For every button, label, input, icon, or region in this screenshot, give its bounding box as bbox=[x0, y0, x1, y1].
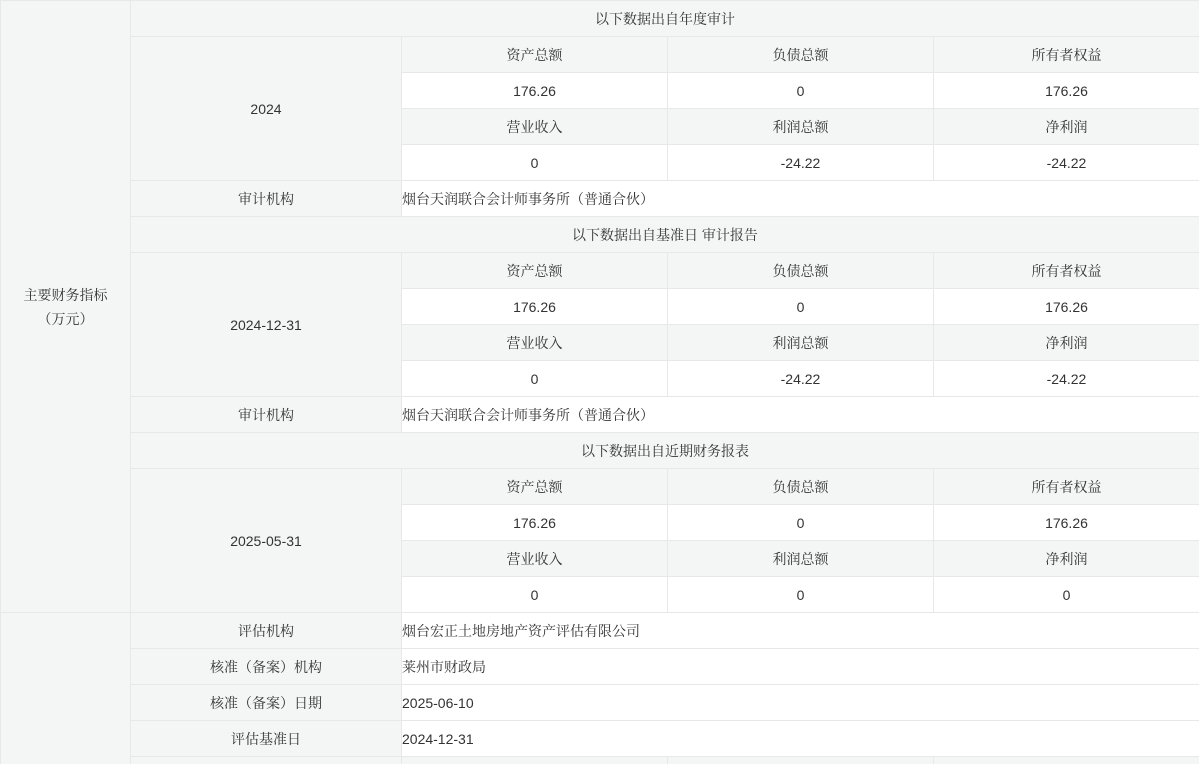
metric-value-cell: 176.26 bbox=[934, 505, 1199, 541]
metric-header-cell: 利润总额 bbox=[668, 109, 934, 145]
metric-value-cell: 0 bbox=[668, 505, 934, 541]
table-row bbox=[1, 613, 1199, 649]
metric-header-cell: 资产总额 bbox=[402, 37, 668, 73]
partial-cell bbox=[668, 757, 934, 764]
audit-agency-value: 烟台天润联合会计师事务所（普通合伙） bbox=[402, 397, 1199, 433]
metric-value-cell: 0 bbox=[402, 361, 668, 397]
partial-cell bbox=[934, 757, 1199, 764]
metric-header-cell: 营业收入 bbox=[402, 109, 668, 145]
main-indicator-title: 主要财务指标 bbox=[23, 286, 108, 303]
metric-header-cell: 所有者权益 bbox=[934, 469, 1199, 505]
period-cell: 2024-12-31 bbox=[131, 253, 402, 397]
table-row bbox=[1, 469, 1199, 505]
metric-value-cell: 0 bbox=[668, 289, 934, 325]
metric-value-cell: 176.26 bbox=[402, 73, 668, 109]
metric-value-cell: 0 bbox=[402, 145, 668, 181]
main-indicator-header-cell bbox=[1, 1, 131, 613]
assessment-value: 莱州市财政局 bbox=[402, 649, 1199, 685]
table-row bbox=[1, 397, 1199, 433]
partial-next-row bbox=[1, 757, 1199, 764]
period-cell: 2024 bbox=[131, 37, 402, 181]
assessment-value: 2025-06-10 bbox=[402, 685, 1199, 721]
metric-value-cell: -24.22 bbox=[934, 145, 1199, 181]
metric-value-cell: -24.22 bbox=[668, 361, 934, 397]
metric-header-cell: 资产总额 bbox=[402, 253, 668, 289]
assessment-label: 核准（备案）机构 bbox=[131, 649, 402, 685]
metric-header-cell: 资产总额 bbox=[402, 469, 668, 505]
metric-header-cell: 负债总额 bbox=[668, 469, 934, 505]
section-banner-annual-audit: 以下数据出自年度审计 bbox=[131, 1, 1199, 37]
metric-value-cell: 0 bbox=[668, 577, 934, 613]
table-row bbox=[1, 217, 1199, 253]
metric-value-cell: 176.26 bbox=[934, 73, 1199, 109]
metric-value-cell: 0 bbox=[402, 577, 668, 613]
audit-agency-label: 审计机构 bbox=[131, 181, 402, 217]
metric-header-cell: 所有者权益 bbox=[934, 37, 1199, 73]
table-row bbox=[1, 1, 1199, 37]
metric-header-cell: 净利润 bbox=[934, 325, 1199, 361]
audit-agency-label: 审计机构 bbox=[131, 397, 402, 433]
metric-value-cell: 176.26 bbox=[402, 289, 668, 325]
metric-header-cell: 负债总额 bbox=[668, 37, 934, 73]
table-row bbox=[1, 685, 1199, 721]
metric-header-cell: 利润总额 bbox=[668, 325, 934, 361]
left-spacer-cell bbox=[1, 613, 131, 764]
metric-header-cell: 营业收入 bbox=[402, 325, 668, 361]
period-cell: 2025-05-31 bbox=[131, 469, 402, 613]
metric-value-cell: 0 bbox=[934, 577, 1199, 613]
table-row bbox=[1, 721, 1199, 757]
table-row bbox=[1, 253, 1199, 289]
metric-value-cell: 0 bbox=[668, 73, 934, 109]
table-row bbox=[1, 37, 1199, 73]
metric-value-cell: 176.26 bbox=[402, 505, 668, 541]
metric-value-cell: -24.22 bbox=[934, 361, 1199, 397]
partial-cell bbox=[402, 757, 668, 764]
assessment-label: 评估基准日 bbox=[131, 721, 402, 757]
metric-header-cell: 净利润 bbox=[934, 109, 1199, 145]
metric-header-cell: 营业收入 bbox=[402, 541, 668, 577]
table-row bbox=[1, 181, 1199, 217]
metric-value-cell: 176.26 bbox=[934, 289, 1199, 325]
metric-header-cell: 所有者权益 bbox=[934, 253, 1199, 289]
assessment-value: 烟台宏正土地房地产资产评估有限公司 bbox=[402, 613, 1199, 649]
assessment-value: 2024-12-31 bbox=[402, 721, 1199, 757]
partial-cell bbox=[131, 757, 402, 764]
table-row bbox=[1, 433, 1199, 469]
section-banner-recent-statements: 以下数据出自近期财务报表 bbox=[131, 433, 1199, 469]
section-banner-basedate-audit: 以下数据出自基准日 审计报告 bbox=[131, 217, 1199, 253]
assessment-label: 核准（备案）日期 bbox=[131, 685, 402, 721]
metric-header-cell: 负债总额 bbox=[668, 253, 934, 289]
assessment-label: 评估机构 bbox=[131, 613, 402, 649]
main-indicator-unit: （万元） bbox=[37, 310, 94, 327]
metric-header-cell: 净利润 bbox=[934, 541, 1199, 577]
table-row bbox=[1, 649, 1199, 685]
metric-value-cell: -24.22 bbox=[668, 145, 934, 181]
audit-agency-value: 烟台天润联合会计师事务所（普通合伙） bbox=[402, 181, 1199, 217]
metric-header-cell: 利润总额 bbox=[668, 541, 934, 577]
